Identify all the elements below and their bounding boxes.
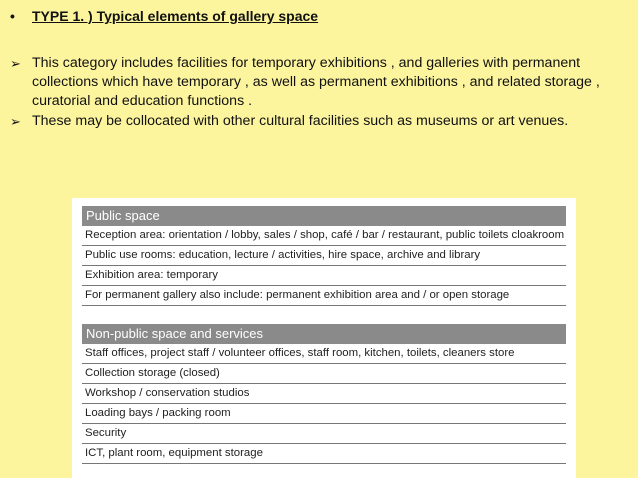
bullet-points: [10, 54, 628, 132]
non-public-space-header: Non-public space and services: [82, 324, 566, 344]
table-row: Reception area: orientation / lobby, sales / shop, café / bar / restaurant, public toilets cloakroom: [82, 226, 566, 246]
table-row: Workshop / conservation studios: [82, 384, 566, 404]
heading-bullet: •: [10, 8, 15, 24]
non-public-space-section: [82, 324, 566, 464]
bullet-point-1: [10, 54, 628, 111]
table-row: Security: [82, 424, 566, 444]
space-elements-table: [72, 198, 576, 478]
table-row: Collection storage (closed): [82, 364, 566, 384]
table-row: Exhibition area: temporary: [82, 266, 566, 286]
slide-heading: [10, 8, 318, 24]
public-space-section: [82, 206, 566, 306]
table-row: ICT, plant room, equipment storage: [82, 444, 566, 464]
arrow-bullet-icon: ➢: [10, 56, 21, 71]
bullet-point-text: This category includes facilities for temporary exhibitions , and galleries with permanent collections which have temporary , as well as permanent exhibitions , and related storage , curatorial and education functions .: [32, 55, 600, 109]
bullet-point-text: These may be collocated with other cultural facilities such as museums or art venues.: [32, 113, 569, 129]
public-space-header: Public space: [82, 206, 566, 226]
arrow-bullet-icon: ➢: [10, 114, 21, 129]
table-row: Staff offices, project staff / volunteer offices, staff room, kitchen, toilets, cleaners store: [82, 344, 566, 364]
table-row: Public use rooms: education, lecture / activities, hire space, archive and library: [82, 246, 566, 266]
table-row: Loading bays / packing room: [82, 404, 566, 424]
heading-title: TYPE 1. ) Typical elements of gallery space: [32, 8, 319, 24]
bullet-point-2: [10, 112, 628, 131]
table-row: For permanent gallery also include: permanent exhibition area and / or open storage: [82, 286, 566, 306]
